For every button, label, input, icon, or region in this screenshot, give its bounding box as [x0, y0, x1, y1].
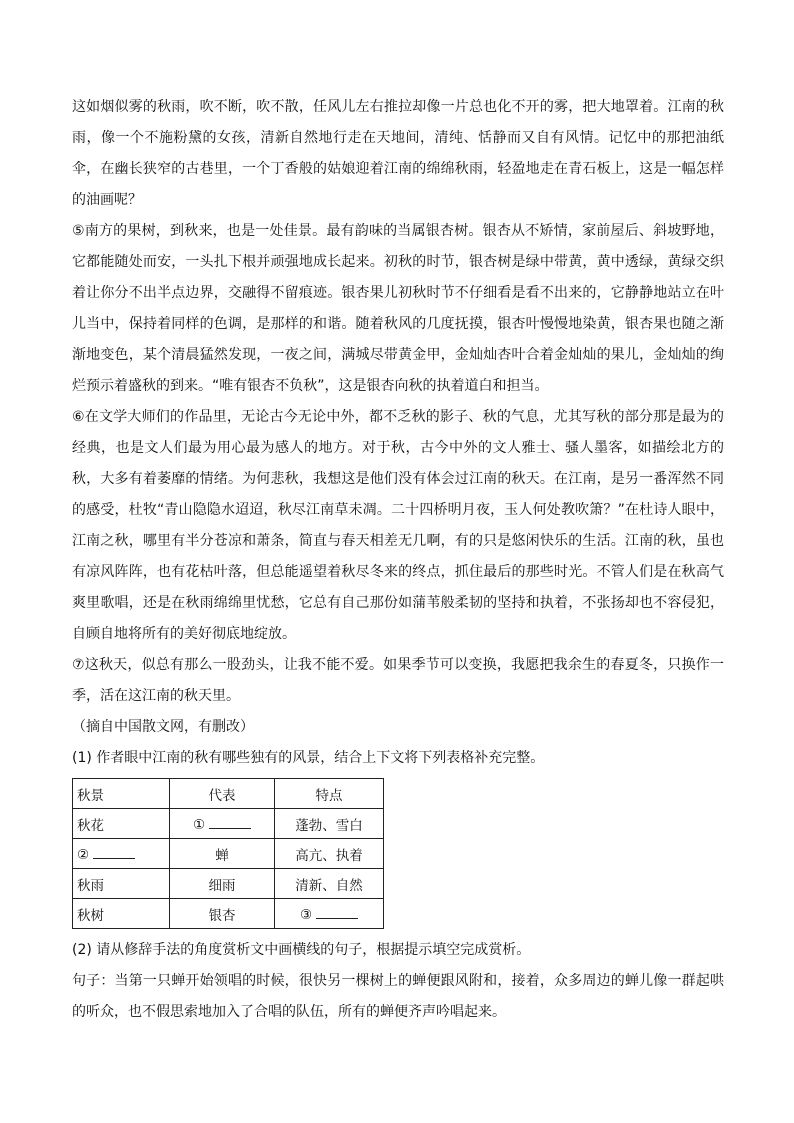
table-cell-blank-2[interactable] [73, 839, 170, 869]
table-header-row [73, 779, 384, 809]
question-2: (2) 请从修辞手法的角度赏析文中画横线的句子，根据提示填空完成赏析。 [72, 942, 531, 958]
table-header-cell: 秋景 [73, 779, 170, 809]
document-body [72, 92, 724, 1028]
table-cell: 银杏 [170, 899, 275, 929]
answer-blank[interactable] [316, 904, 358, 919]
paragraph-5-fruit-trees: ⑤南方的果树，到秋来，也是一处佳景。最有韵味的当属银杏树。银杏从不矫情，家前屋后、斜坡野地，它都能随处而安，一头扎下根并顽强地成长起来。初秋的时节，银杏树是绿中带黄，黄中透绿，黄绿交织着让你分不出半点边界，交融得不留痕迹。银杏果儿初秋时节不仔细看是看不出来的，它静静地站立在叶儿当中，保持着同样的色调，是那样的和谐。随着秋风的几度抚摸，银杏叶慢慢地染黄，银杏果也随之渐渐地变色，某个清晨猛然发现，一夜之间，满城尽带黄金甲，金灿灿杏叶合着金灿灿的果儿，金灿灿的绚烂预示着盛秋的到来。“唯有银杏不负秋”，这是银杏向秋的执着道白和担当。 [72, 223, 724, 394]
table-cell: 秋树 [73, 899, 170, 929]
blank-number: ① [192, 817, 206, 833]
paragraph-7-conclusion: ⑦这秋天，似总有那么一股劲头，让我不能不爱。如果季节可以变换，我愿把我余生的春夏冬，只换作一季，活在这江南的秋天里。 [72, 657, 724, 704]
sentence-to-analyze: 句子：当第一只蝉开始领唱的时候，很快另一棵树上的蝉便跟风附和，接着，众多周边的蝉儿像一群起哄的听众，也不假思索地加入了合唱的队伍，所有的蝉便齐声吟唱起来。 [72, 973, 724, 1020]
table-row [73, 809, 384, 839]
table-row [73, 869, 384, 899]
table-cell: 蓬勃、雪白 [275, 809, 384, 839]
blank-number: ② [77, 847, 90, 863]
answer-blank[interactable] [209, 814, 251, 829]
table-header-cell: 特点 [275, 779, 384, 809]
table-cell: 秋花 [73, 809, 170, 839]
table-row [73, 899, 384, 929]
table-cell: 高亢、执着 [275, 839, 384, 869]
table-cell-blank-1[interactable] [170, 809, 275, 839]
paragraph-autumn-rain: 这如烟似雾的秋雨，吹不断，吹不散，任风儿左右推拉却像一片总也化不开的雾，把大地罩着。江南的秋雨，像一个不施粉黛的女孩，清新自然地行走在天地间，清纯、恬静而又自有风情。记忆中的那把油纸伞，在幽长狭窄的古巷里，一个丁香般的姑娘迎着江南的绵绵秋雨，轻盈地走在青石板上，这是一幅怎样的油画呢？ [72, 99, 724, 208]
source-note: （摘自中国散文网，有删改） [72, 719, 254, 735]
answer-blank[interactable] [93, 844, 135, 859]
table-cell: 秋雨 [73, 869, 170, 899]
table-cell-blank-3[interactable] [275, 899, 384, 929]
blank-number: ③ [299, 907, 313, 923]
table-row [73, 839, 384, 869]
question-1: (1) 作者眼中江南的秋有哪些独有的风景，结合上下文将下列表格补充完整。 [72, 750, 545, 766]
paragraph-6-literature: ⑥在文学大师们的作品里，无论古今无论中外，都不乏秋的影子、秋的气息，尤其写秋的部分那是最为的经典，也是文人们最为用心最为感人的地方。对于秋，古今中外的文人雅士、骚人墨客，如描绘北方的秋，大多有着萎靡的情绪。为何悲秋，我想这是他们没有体会过江南的秋天。在江南，是另一番浑然不同的感受，杜牧“青山隐隐水迢迢，秋尽江南草未凋。二十四桥明月夜，玉人何处教吹箫？”在杜诗人眼中，江南之秋，哪里有半分苍凉和萧条，简直与春天相差无几啊，有的只是悠闲快乐的生活。江南的秋，虽也有凉风阵阵，也有花枯叶落，但总能遥望着秋尽冬来的终点，抓住最后的那些时光。不管人们是在秋高气爽里歌唱，还是在秋雨绵绵里忧愁，它总有自己那份如蒲苇般柔韧的坚持和执着，不张扬却也不容侵犯，自顾自地将所有的美好彻底地绽放。 [72, 409, 724, 642]
table-cell: 蝉 [170, 839, 275, 869]
fill-in-table [72, 778, 384, 929]
table-header-cell: 代表 [170, 779, 275, 809]
table-cell: 清新、自然 [275, 869, 384, 899]
table-cell: 细雨 [170, 869, 275, 899]
